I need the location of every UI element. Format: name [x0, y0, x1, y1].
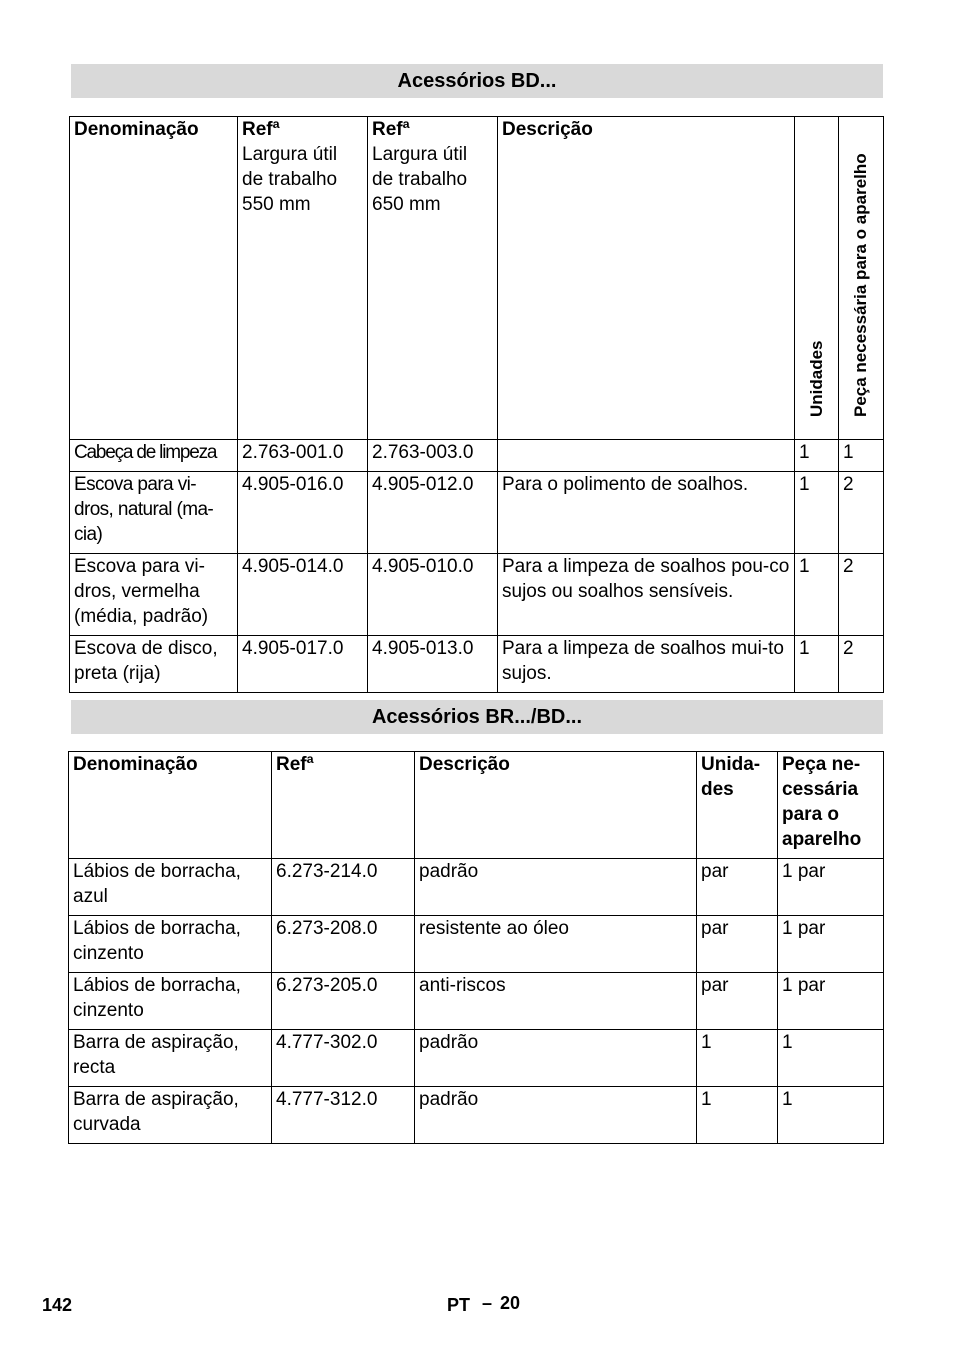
cell-name: Escova para vi-dros, vermelha (média, padrão)	[70, 554, 238, 636]
cell-ref-650: 4.905-010.0	[368, 554, 498, 636]
table-row	[70, 472, 884, 554]
ref-550-subtitle: Largura útil de trabalho 550 mm	[242, 144, 338, 215]
cell-required: 1 par	[778, 859, 884, 916]
section-title-br-bd: Acessórios BR.../BD...	[71, 700, 883, 734]
cell-units: 1	[697, 1087, 778, 1144]
col-header-ref: Refª	[272, 752, 415, 859]
cell-ref: 4.777-312.0	[272, 1087, 415, 1144]
col-header-name: Denominação	[69, 752, 272, 859]
col-header-ref-650	[368, 117, 498, 440]
accessories-br-bd-table	[68, 751, 884, 1144]
cell-name: Escova de disco, preta (rija)	[70, 636, 238, 693]
col-header-description: Descrição	[415, 752, 697, 859]
cell-description	[498, 440, 795, 472]
cell-ref-650: 4.905-012.0	[368, 472, 498, 554]
cell-ref-550: 2.763-001.0	[238, 440, 368, 472]
cell-units: 1	[795, 554, 839, 636]
cell-required: 1	[778, 1087, 884, 1144]
cell-ref-650: 4.905-013.0	[368, 636, 498, 693]
cell-ref: 6.273-214.0	[272, 859, 415, 916]
cell-ref-550: 4.905-014.0	[238, 554, 368, 636]
cell-description: Para o polimento de soalhos.	[498, 472, 795, 554]
table-row	[70, 554, 884, 636]
col-header-ref-550	[238, 117, 368, 440]
cell-description: anti-riscos	[415, 973, 697, 1030]
table-row	[69, 973, 884, 1030]
cell-required: 2	[839, 472, 884, 554]
cell-description: Para a limpeza de soalhos pou-co sujos ou soalhos sensíveis.	[498, 554, 795, 636]
table-header-row	[69, 752, 884, 859]
ref-650-subtitle: Largura útil de trabalho 650 mm	[372, 144, 468, 215]
cell-name: Lábios de borracha, cinzento	[69, 916, 272, 973]
table-header-row	[70, 117, 884, 440]
table-row	[69, 1087, 884, 1144]
cell-name: Escova para vi-dros, natural (ma-cia)	[70, 472, 238, 554]
accessories-bd-table	[69, 116, 884, 693]
cell-description: padrão	[415, 859, 697, 916]
cell-ref: 6.273-205.0	[272, 973, 415, 1030]
col-header-required	[839, 117, 884, 440]
cell-description: padrão	[415, 1087, 697, 1144]
cell-name: Lábios de borracha, azul	[69, 859, 272, 916]
cell-description: resistente ao óleo	[415, 916, 697, 973]
ref-650-title: Refª	[372, 119, 410, 140]
cell-ref: 4.777-302.0	[272, 1030, 415, 1087]
cell-ref-550: 4.905-016.0	[238, 472, 368, 554]
page-number: 142	[42, 1295, 73, 1315]
table-row	[69, 916, 884, 973]
cell-required: 1 par	[778, 973, 884, 1030]
table-row	[70, 440, 884, 472]
cell-units: 1	[795, 472, 839, 554]
required-vertical-label: Peça necessária para o aparelho	[851, 153, 870, 417]
cell-required: 1 par	[778, 916, 884, 973]
col-header-name: Denominação	[70, 117, 238, 440]
table-row	[70, 636, 884, 693]
cell-ref-550: 4.905-017.0	[238, 636, 368, 693]
ref-550-title: Refª	[242, 119, 280, 140]
col-header-description: Descrição	[498, 117, 795, 440]
cell-units: par	[697, 973, 778, 1030]
footer-language: PT	[447, 1295, 471, 1315]
cell-name: Lábios de borracha, cinzento	[69, 973, 272, 1030]
cell-required: 2	[839, 554, 884, 636]
cell-units: 1	[795, 636, 839, 693]
cell-required: 2	[839, 636, 884, 693]
footer-dash: –	[482, 1293, 493, 1313]
cell-description: Para a limpeza de soalhos mui-to sujos.	[498, 636, 795, 693]
units-vertical-label: Unidades	[806, 340, 826, 417]
cell-ref-650: 2.763-003.0	[368, 440, 498, 472]
footer-sub-page: 20	[500, 1293, 521, 1313]
cell-description: padrão	[415, 1030, 697, 1087]
table-row	[69, 859, 884, 916]
cell-units: par	[697, 916, 778, 973]
section-title-bd: Acessórios BD...	[71, 64, 883, 98]
cell-name: Cabeça de limpeza	[70, 440, 238, 472]
col-header-required: Peça ne-cessária para o aparelho	[778, 752, 884, 859]
cell-units: par	[697, 859, 778, 916]
cell-required: 1	[778, 1030, 884, 1087]
cell-name: Barra de aspiração, recta	[69, 1030, 272, 1087]
cell-name: Barra de aspiração, curvada	[69, 1087, 272, 1144]
col-header-units	[795, 117, 839, 440]
cell-units: 1	[697, 1030, 778, 1087]
table-row	[69, 1030, 884, 1087]
cell-ref: 6.273-208.0	[272, 916, 415, 973]
cell-units: 1	[795, 440, 839, 472]
col-header-units: Unida-des	[697, 752, 778, 859]
cell-required: 1	[839, 440, 884, 472]
